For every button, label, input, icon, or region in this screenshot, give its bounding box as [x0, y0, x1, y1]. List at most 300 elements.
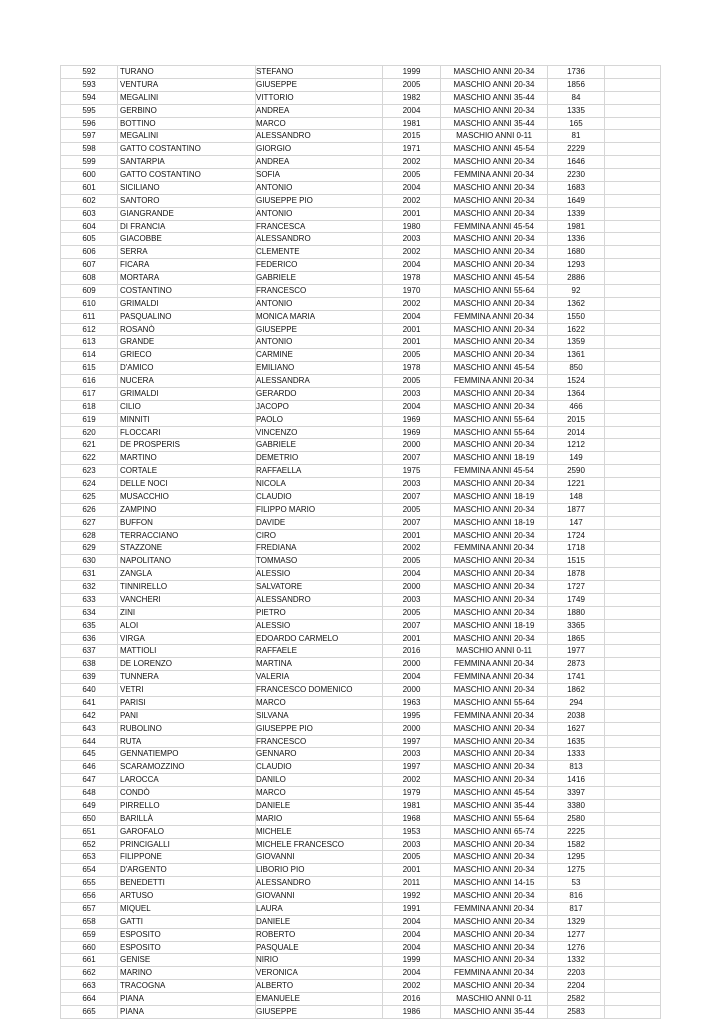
bib-number-cell: 2583	[548, 1005, 605, 1018]
birth-year-cell: 2005	[383, 78, 441, 91]
bib-number-cell: 294	[548, 696, 605, 709]
category-cell: FEMMINA ANNI 20-34	[441, 671, 548, 684]
surname-cell: NAPOLITANO	[118, 555, 256, 568]
surname-cell: MATTIOLI	[118, 645, 256, 658]
category-cell: MASCHIO ANNI 45-54	[441, 143, 548, 156]
surname-cell: BARILLÀ	[118, 812, 256, 825]
first-name-cell: ANTONIO	[256, 207, 383, 220]
empty-cell	[605, 671, 661, 684]
bib-number-cell: 1277	[548, 928, 605, 941]
birth-year-cell: 1975	[383, 465, 441, 478]
surname-cell: GATTI	[118, 915, 256, 928]
empty-cell	[605, 117, 661, 130]
first-name-cell: ALBERTO	[256, 980, 383, 993]
first-name-cell: ALESSANDRA	[256, 375, 383, 388]
surname-cell: MEGALINI	[118, 130, 256, 143]
category-cell: MASCHIO ANNI 20-34	[441, 194, 548, 207]
surname-cell: DELLE NOCI	[118, 478, 256, 491]
birth-year-cell: 2004	[383, 915, 441, 928]
birth-year-cell: 2015	[383, 130, 441, 143]
empty-cell	[605, 169, 661, 182]
first-name-cell: GIOVANNI	[256, 890, 383, 903]
category-cell: MASCHIO ANNI 20-34	[441, 387, 548, 400]
birth-year-cell: 1969	[383, 413, 441, 426]
birth-year-cell: 1992	[383, 890, 441, 903]
category-cell: MASCHIO ANNI 20-34	[441, 593, 548, 606]
bib-number-cell: 1329	[548, 915, 605, 928]
row-number-cell: 643	[61, 722, 118, 735]
first-name-cell: STEFANO	[256, 66, 383, 79]
category-cell: MASCHIO ANNI 20-34	[441, 980, 548, 993]
table-row	[61, 284, 661, 297]
first-name-cell: VITTORIO	[256, 91, 383, 104]
row-number-cell: 646	[61, 761, 118, 774]
row-number-cell: 652	[61, 838, 118, 851]
empty-cell	[605, 503, 661, 516]
first-name-cell: ANTONIO	[256, 297, 383, 310]
surname-cell: GRIMALDI	[118, 387, 256, 400]
empty-cell	[605, 967, 661, 980]
surname-cell: TURANO	[118, 66, 256, 79]
empty-cell	[605, 66, 661, 79]
birth-year-cell: 2000	[383, 722, 441, 735]
category-cell: MASCHIO ANNI 20-34	[441, 568, 548, 581]
surname-cell: SICILIANO	[118, 181, 256, 194]
table-row	[61, 941, 661, 954]
category-cell: MASCHIO ANNI 0-11	[441, 130, 548, 143]
table-row	[61, 156, 661, 169]
category-cell: MASCHIO ANNI 20-34	[441, 722, 548, 735]
surname-cell: PRINCIGALLI	[118, 838, 256, 851]
birth-year-cell: 1978	[383, 362, 441, 375]
bib-number-cell: 1550	[548, 310, 605, 323]
table-row	[61, 593, 661, 606]
row-number-cell: 606	[61, 246, 118, 259]
bib-number-cell: 2590	[548, 465, 605, 478]
empty-cell	[605, 877, 661, 890]
surname-cell: DE LORENZO	[118, 658, 256, 671]
bib-number-cell: 1627	[548, 722, 605, 735]
birth-year-cell: 2005	[383, 169, 441, 182]
table-row	[61, 362, 661, 375]
surname-cell: VANCHERI	[118, 593, 256, 606]
table-row	[61, 967, 661, 980]
empty-cell	[605, 452, 661, 465]
empty-cell	[605, 465, 661, 478]
table-row	[61, 297, 661, 310]
category-cell: MASCHIO ANNI 55-64	[441, 426, 548, 439]
birth-year-cell: 2000	[383, 658, 441, 671]
birth-year-cell: 2004	[383, 941, 441, 954]
table-row	[61, 66, 661, 79]
bib-number-cell: 2230	[548, 169, 605, 182]
surname-cell: ZINI	[118, 606, 256, 619]
first-name-cell: VALERIA	[256, 671, 383, 684]
empty-cell	[605, 941, 661, 954]
surname-cell: ESPOSITO	[118, 928, 256, 941]
empty-cell	[605, 799, 661, 812]
first-name-cell: JACOPO	[256, 400, 383, 413]
table-row	[61, 735, 661, 748]
first-name-cell: FEDERICO	[256, 259, 383, 272]
row-number-cell: 658	[61, 915, 118, 928]
first-name-cell: GIUSEPPE	[256, 78, 383, 91]
first-name-cell: GERARDO	[256, 387, 383, 400]
category-cell: MASCHIO ANNI 20-34	[441, 890, 548, 903]
birth-year-cell: 2001	[383, 207, 441, 220]
bib-number-cell: 53	[548, 877, 605, 890]
bib-number-cell: 466	[548, 400, 605, 413]
birth-year-cell: 1997	[383, 761, 441, 774]
empty-cell	[605, 156, 661, 169]
category-cell: MASCHIO ANNI 0-11	[441, 645, 548, 658]
row-number-cell: 650	[61, 812, 118, 825]
surname-cell: PANI	[118, 709, 256, 722]
first-name-cell: DEMETRIO	[256, 452, 383, 465]
bib-number-cell: 2886	[548, 272, 605, 285]
table-row	[61, 375, 661, 388]
surname-cell: MUSACCHIO	[118, 490, 256, 503]
first-name-cell: CLAUDIO	[256, 761, 383, 774]
category-cell: MASCHIO ANNI 20-34	[441, 838, 548, 851]
empty-cell	[605, 400, 661, 413]
bib-number-cell: 2582	[548, 993, 605, 1006]
row-number-cell: 614	[61, 349, 118, 362]
row-number-cell: 632	[61, 581, 118, 594]
bib-number-cell: 1276	[548, 941, 605, 954]
bib-number-cell: 1336	[548, 233, 605, 246]
bib-number-cell: 1736	[548, 66, 605, 79]
row-number-cell: 644	[61, 735, 118, 748]
category-cell: MASCHIO ANNI 20-34	[441, 632, 548, 645]
first-name-cell: SALVATORE	[256, 581, 383, 594]
first-name-cell: RAFFAELE	[256, 645, 383, 658]
category-cell: MASCHIO ANNI 55-64	[441, 413, 548, 426]
category-cell: MASCHIO ANNI 20-34	[441, 851, 548, 864]
category-cell: FEMMINA ANNI 45-54	[441, 465, 548, 478]
category-cell: MASCHIO ANNI 45-54	[441, 362, 548, 375]
table-row	[61, 349, 661, 362]
empty-cell	[605, 748, 661, 761]
table-row	[61, 246, 661, 259]
table-row	[61, 233, 661, 246]
birth-year-cell: 1999	[383, 954, 441, 967]
table-row	[61, 490, 661, 503]
bib-number-cell: 1977	[548, 645, 605, 658]
category-cell: MASCHIO ANNI 20-34	[441, 233, 548, 246]
bib-number-cell: 1362	[548, 297, 605, 310]
first-name-cell: DANILO	[256, 774, 383, 787]
bib-number-cell: 1680	[548, 246, 605, 259]
empty-cell	[605, 606, 661, 619]
empty-cell	[605, 864, 661, 877]
surname-cell: DI FRANCIA	[118, 220, 256, 233]
category-cell: MASCHIO ANNI 20-34	[441, 400, 548, 413]
surname-cell: MINNITI	[118, 413, 256, 426]
category-cell: MASCHIO ANNI 55-64	[441, 696, 548, 709]
table-row	[61, 851, 661, 864]
first-name-cell: GENNARO	[256, 748, 383, 761]
row-number-cell: 600	[61, 169, 118, 182]
table-row	[61, 980, 661, 993]
surname-cell: ZANGLA	[118, 568, 256, 581]
first-name-cell: PIETRO	[256, 606, 383, 619]
row-number-cell: 663	[61, 980, 118, 993]
category-cell: FEMMINA ANNI 20-34	[441, 169, 548, 182]
table-row	[61, 220, 661, 233]
row-number-cell: 592	[61, 66, 118, 79]
row-number-cell: 615	[61, 362, 118, 375]
birth-year-cell: 2005	[383, 349, 441, 362]
row-number-cell: 624	[61, 478, 118, 491]
category-cell: FEMMINA ANNI 20-34	[441, 542, 548, 555]
table-row	[61, 143, 661, 156]
empty-cell	[605, 851, 661, 864]
first-name-cell: GABRIELE	[256, 272, 383, 285]
bib-number-cell: 1635	[548, 735, 605, 748]
first-name-cell: EDOARDO CARMELO	[256, 632, 383, 645]
table-row	[61, 426, 661, 439]
bib-number-cell: 1339	[548, 207, 605, 220]
category-cell: MASCHIO ANNI 35-44	[441, 117, 548, 130]
birth-year-cell: 2001	[383, 336, 441, 349]
first-name-cell: ALESSANDRO	[256, 233, 383, 246]
empty-cell	[605, 246, 661, 259]
bib-number-cell: 1293	[548, 259, 605, 272]
surname-cell: GIANGRANDE	[118, 207, 256, 220]
birth-year-cell: 1969	[383, 426, 441, 439]
row-number-cell: 661	[61, 954, 118, 967]
bib-number-cell: 1524	[548, 375, 605, 388]
results-table	[60, 65, 661, 1019]
category-cell: MASCHIO ANNI 45-54	[441, 787, 548, 800]
category-cell: MASCHIO ANNI 45-54	[441, 272, 548, 285]
row-number-cell: 594	[61, 91, 118, 104]
table-row	[61, 722, 661, 735]
table-row	[61, 503, 661, 516]
category-cell: MASCHIO ANNI 18-19	[441, 619, 548, 632]
bib-number-cell: 148	[548, 490, 605, 503]
first-name-cell: ALESSANDRO	[256, 593, 383, 606]
first-name-cell: MONICA MARIA	[256, 310, 383, 323]
category-cell: MASCHIO ANNI 65-74	[441, 825, 548, 838]
surname-cell: NUCERA	[118, 375, 256, 388]
first-name-cell: ANDREA	[256, 156, 383, 169]
bib-number-cell: 1221	[548, 478, 605, 491]
surname-cell: GENNATIEMPO	[118, 748, 256, 761]
category-cell: FEMMINA ANNI 45-54	[441, 220, 548, 233]
category-cell: MASCHIO ANNI 20-34	[441, 954, 548, 967]
bib-number-cell: 816	[548, 890, 605, 903]
surname-cell: FILIPPONE	[118, 851, 256, 864]
category-cell: MASCHIO ANNI 20-34	[441, 478, 548, 491]
birth-year-cell: 2001	[383, 632, 441, 645]
first-name-cell: VERONICA	[256, 967, 383, 980]
bib-number-cell: 1649	[548, 194, 605, 207]
surname-cell: MORTARA	[118, 272, 256, 285]
row-number-cell: 610	[61, 297, 118, 310]
bib-number-cell: 81	[548, 130, 605, 143]
first-name-cell: ANTONIO	[256, 181, 383, 194]
empty-cell	[605, 709, 661, 722]
surname-cell: SERRA	[118, 246, 256, 259]
birth-year-cell: 1978	[383, 272, 441, 285]
bib-number-cell: 1515	[548, 555, 605, 568]
category-cell: MASCHIO ANNI 20-34	[441, 774, 548, 787]
first-name-cell: MICHELE FRANCESCO	[256, 838, 383, 851]
table-row	[61, 452, 661, 465]
first-name-cell: PAOLO	[256, 413, 383, 426]
row-number-cell: 596	[61, 117, 118, 130]
first-name-cell: FRANCESCA	[256, 220, 383, 233]
table-row	[61, 632, 661, 645]
birth-year-cell: 1991	[383, 902, 441, 915]
table-row	[61, 748, 661, 761]
category-cell: MASCHIO ANNI 18-19	[441, 452, 548, 465]
empty-cell	[605, 91, 661, 104]
bib-number-cell: 92	[548, 284, 605, 297]
birth-year-cell: 2007	[383, 452, 441, 465]
row-number-cell: 634	[61, 606, 118, 619]
row-number-cell: 617	[61, 387, 118, 400]
empty-cell	[605, 104, 661, 117]
row-number-cell: 618	[61, 400, 118, 413]
empty-cell	[605, 619, 661, 632]
surname-cell: TUNNERA	[118, 671, 256, 684]
row-number-cell: 664	[61, 993, 118, 1006]
surname-cell: FICARA	[118, 259, 256, 272]
category-cell: MASCHIO ANNI 20-34	[441, 941, 548, 954]
first-name-cell: FRANCESCO	[256, 735, 383, 748]
row-number-cell: 655	[61, 877, 118, 890]
table-row	[61, 387, 661, 400]
category-cell: MASCHIO ANNI 20-34	[441, 748, 548, 761]
bib-number-cell: 2038	[548, 709, 605, 722]
first-name-cell: ALESSIO	[256, 619, 383, 632]
category-cell: MASCHIO ANNI 20-34	[441, 761, 548, 774]
row-number-cell: 654	[61, 864, 118, 877]
first-name-cell: NICOLA	[256, 478, 383, 491]
category-cell: MASCHIO ANNI 20-34	[441, 66, 548, 79]
birth-year-cell: 2007	[383, 490, 441, 503]
row-number-cell: 619	[61, 413, 118, 426]
table-row	[61, 838, 661, 851]
surname-cell: PIANA	[118, 1005, 256, 1018]
category-cell: MASCHIO ANNI 20-34	[441, 323, 548, 336]
surname-cell: PIRRELLO	[118, 799, 256, 812]
first-name-cell: SILVANA	[256, 709, 383, 722]
category-cell: MASCHIO ANNI 20-34	[441, 207, 548, 220]
birth-year-cell: 2005	[383, 503, 441, 516]
first-name-cell: GIUSEPPE	[256, 1005, 383, 1018]
first-name-cell: LAURA	[256, 902, 383, 915]
row-number-cell: 599	[61, 156, 118, 169]
table-row	[61, 928, 661, 941]
row-number-cell: 635	[61, 619, 118, 632]
birth-year-cell: 1982	[383, 91, 441, 104]
birth-year-cell: 2004	[383, 104, 441, 117]
first-name-cell: GIUSEPPE PIO	[256, 722, 383, 735]
bib-number-cell: 817	[548, 902, 605, 915]
birth-year-cell: 2001	[383, 323, 441, 336]
category-cell: MASCHIO ANNI 18-19	[441, 490, 548, 503]
bib-number-cell: 1333	[548, 748, 605, 761]
row-number-cell: 631	[61, 568, 118, 581]
first-name-cell: NIRIO	[256, 954, 383, 967]
empty-cell	[605, 774, 661, 787]
bib-number-cell: 1335	[548, 104, 605, 117]
surname-cell: FLOCCARI	[118, 426, 256, 439]
row-number-cell: 611	[61, 310, 118, 323]
table-row	[61, 993, 661, 1006]
first-name-cell: RAFFAELLA	[256, 465, 383, 478]
table-row	[61, 529, 661, 542]
birth-year-cell: 2003	[383, 233, 441, 246]
row-number-cell: 662	[61, 967, 118, 980]
birth-year-cell: 1995	[383, 709, 441, 722]
category-cell: MASCHIO ANNI 20-34	[441, 581, 548, 594]
table-row	[61, 555, 661, 568]
row-number-cell: 601	[61, 181, 118, 194]
row-number-cell: 613	[61, 336, 118, 349]
empty-cell	[605, 915, 661, 928]
birth-year-cell: 1986	[383, 1005, 441, 1018]
first-name-cell: EMANUELE	[256, 993, 383, 1006]
row-number-cell: 657	[61, 902, 118, 915]
table-row	[61, 954, 661, 967]
bib-number-cell: 1724	[548, 529, 605, 542]
surname-cell: ROSANÒ	[118, 323, 256, 336]
bib-number-cell: 147	[548, 516, 605, 529]
empty-cell	[605, 581, 661, 594]
table-row	[61, 581, 661, 594]
first-name-cell: FRANCESCO	[256, 284, 383, 297]
row-number-cell: 612	[61, 323, 118, 336]
birth-year-cell: 2004	[383, 568, 441, 581]
category-cell: MASCHIO ANNI 20-34	[441, 246, 548, 259]
surname-cell: SCARAMOZZINO	[118, 761, 256, 774]
first-name-cell: MARCO	[256, 117, 383, 130]
birth-year-cell: 2005	[383, 851, 441, 864]
table-row	[61, 799, 661, 812]
row-number-cell: 620	[61, 426, 118, 439]
row-number-cell: 626	[61, 503, 118, 516]
empty-cell	[605, 375, 661, 388]
row-number-cell: 648	[61, 787, 118, 800]
row-number-cell: 642	[61, 709, 118, 722]
birth-year-cell: 2004	[383, 310, 441, 323]
surname-cell: CORTALE	[118, 465, 256, 478]
bib-number-cell: 1862	[548, 684, 605, 697]
empty-cell	[605, 890, 661, 903]
surname-cell: SANTARPIA	[118, 156, 256, 169]
table-row	[61, 645, 661, 658]
birth-year-cell: 2002	[383, 980, 441, 993]
bib-number-cell: 2014	[548, 426, 605, 439]
birth-year-cell: 2007	[383, 516, 441, 529]
surname-cell: CONDÒ	[118, 787, 256, 800]
empty-cell	[605, 902, 661, 915]
first-name-cell: GIOVANNI	[256, 851, 383, 864]
first-name-cell: MARTINA	[256, 658, 383, 671]
table-row	[61, 169, 661, 182]
table-row	[61, 671, 661, 684]
category-cell: MASCHIO ANNI 20-34	[441, 555, 548, 568]
row-number-cell: 637	[61, 645, 118, 658]
category-cell: MASCHIO ANNI 35-44	[441, 799, 548, 812]
first-name-cell: GABRIELE	[256, 439, 383, 452]
birth-year-cell: 2000	[383, 439, 441, 452]
